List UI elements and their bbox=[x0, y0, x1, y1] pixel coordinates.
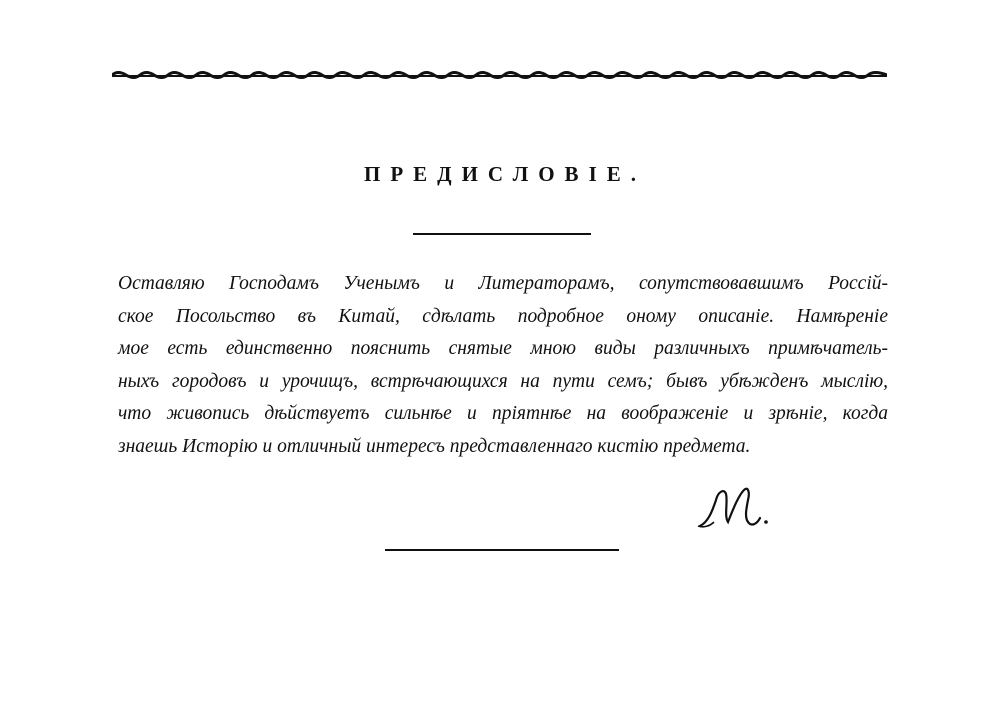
signature-monogram bbox=[694, 482, 774, 532]
text-line: ское Посольство въ Китай, сдѣлать подробное оному описаніе. Намѣреніе bbox=[118, 305, 888, 327]
page-title: ПРЕДИСЛОВІЕ. bbox=[363, 162, 646, 186]
text-line: знаешь Исторію и отличный интересъ представленнаго кистію предмета. bbox=[118, 435, 751, 457]
text-line: что живопись дѣйствуетъ сильнѣе и пріятнѣе на воображеніе и зрѣніе, когда bbox=[118, 403, 888, 424]
divider-rule bbox=[413, 233, 591, 235]
text-line: ныхъ городовъ и урочищъ, встрѣчающихся на пути семъ; бывъ убѣжденъ мыслію, bbox=[118, 370, 888, 392]
text-line: Оставляю Господамъ Ученымъ и Литераторамъ, сопутствовавшимъ Россій- bbox=[118, 273, 888, 294]
text-line: мое есть единственно пояснить снятые мною виды различныхъ примѣчатель- bbox=[118, 338, 888, 359]
divider-rule-bottom bbox=[385, 549, 619, 551]
ornamental-top-rule bbox=[112, 68, 887, 82]
preface-text bbox=[118, 268, 888, 463]
